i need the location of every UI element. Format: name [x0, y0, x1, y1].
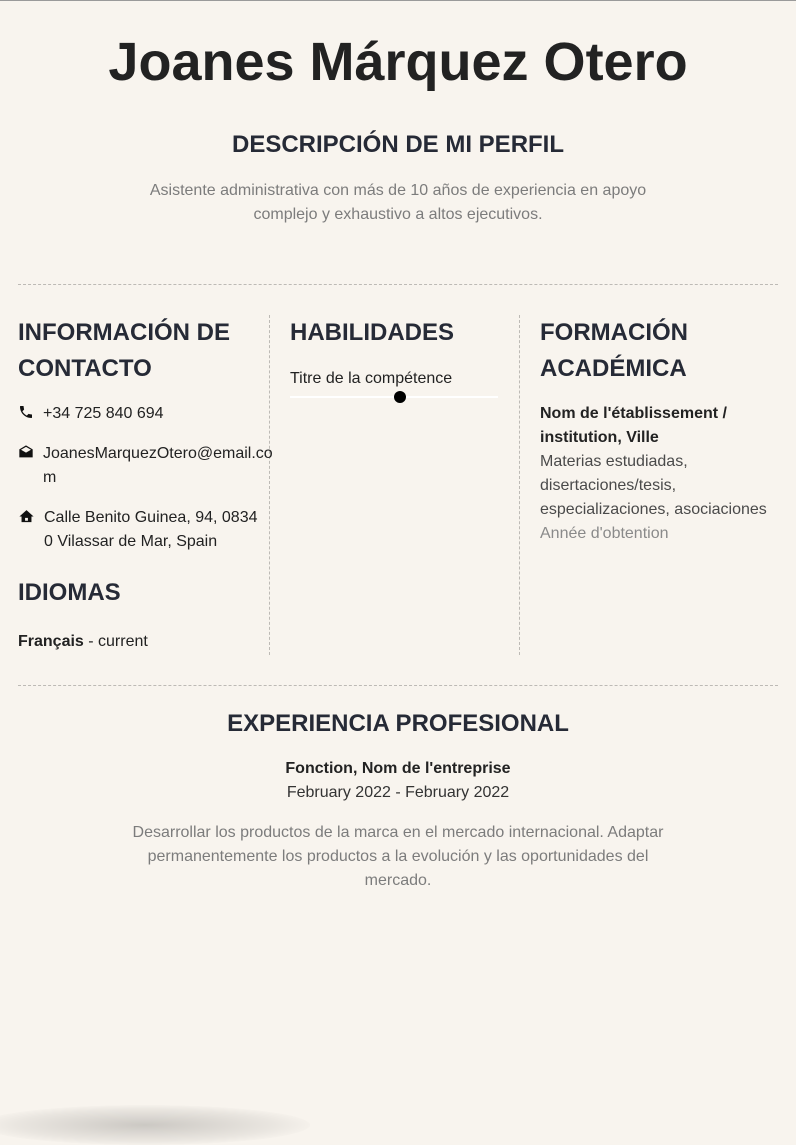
job-dates: February 2022 - February 2022: [286, 784, 510, 801]
phone-number[interactable]: +34 725 840 694: [43, 405, 164, 422]
languages-heading: IDIOMAS: [18, 579, 121, 606]
language-item: Français - current: [18, 633, 148, 650]
contact-email: [18, 442, 273, 490]
postal-address: Calle Benito Guinea, 94, 08340 Vilassar de Mar, Spain: [44, 509, 258, 550]
section-divider-bottom: [18, 685, 778, 686]
experience-heading: EXPERIENCIA PROFESIONAL: [227, 710, 569, 737]
profile-heading: DESCRIPCIÓN DE MI PERFIL: [231, 131, 565, 158]
contact-address: [18, 506, 264, 554]
language-name: Français: [18, 633, 84, 650]
email-icon: [18, 444, 36, 462]
cv-name: Joanes Márquez Otero: [108, 32, 688, 92]
contact-phone: [18, 402, 264, 426]
phone-icon: [18, 404, 36, 422]
job-description: Desarrollar los productos de la marca en el mercado internacional. Adaptar permanentemente los productos a la evolución y las oportunidades del mercado.: [132, 824, 664, 889]
section-divider-top: [18, 284, 778, 285]
language-level: current: [98, 633, 148, 650]
column-divider-right: [519, 315, 520, 655]
education-subjects: Materias estudiadas, disertaciones/tesis, especializaciones, asociaciones: [540, 453, 767, 518]
education-school: Nom de l'établissement / institution, Ville: [540, 405, 727, 446]
home-icon: [18, 508, 36, 526]
page-shadow: [0, 1105, 310, 1145]
education-year: Année d'obtention: [540, 525, 669, 542]
skill-label: Titre de la compétence: [290, 370, 453, 387]
skills-heading: HABILIDADES: [290, 319, 455, 346]
profile-summary: Asistente administrativa con más de 10 años de experiencia en apoyo complejo y exhaustivo a altos ejecutivos.: [149, 182, 647, 223]
education-heading: FORMACIÓN ACADÉMICA: [540, 319, 688, 382]
skill-level-knob: [394, 391, 406, 403]
email-address[interactable]: JoanesMarquezOtero@email.com: [43, 445, 273, 486]
job-role: Fonction, Nom de l'entreprise: [285, 760, 511, 777]
education-entry: [540, 402, 776, 546]
contact-heading: INFORMACIÓN DE CONTACTO: [18, 319, 230, 382]
